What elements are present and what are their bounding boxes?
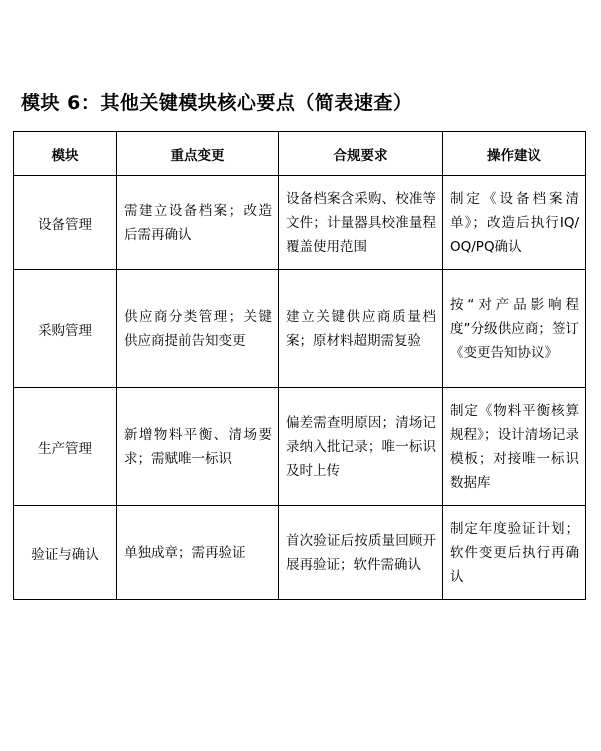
change-cell: 供应商分类管理；关键供应商提前告知变更	[117, 270, 279, 388]
header-change: 重点变更	[117, 132, 279, 176]
module-cell: 验证与确认	[14, 506, 117, 600]
table-row	[14, 388, 586, 506]
table-row	[14, 270, 586, 388]
advice-cell: 按“对产品影响程度”分级供应商；签订《变更告知协议》	[443, 270, 586, 388]
header-compliance: 合规要求	[279, 132, 443, 176]
module-cell: 生产管理	[14, 388, 117, 506]
compliance-cell: 偏差需查明原因；清场记录纳入批记录；唯一标识及时上传	[279, 388, 443, 506]
table-row	[14, 176, 586, 270]
compliance-cell: 设备档案含采购、校准等文件；计量器具校准量程覆盖使用范围	[279, 176, 443, 270]
compliance-cell: 首次验证后按质量回顾开展再验证；软件需确认	[279, 506, 443, 600]
compliance-cell: 建立关键供应商质量档案；原材料超期需复验	[279, 270, 443, 388]
advice-cell: 制定《设备档案清单》；改造后执行IQ/OQ/PQ确认	[443, 176, 586, 270]
table-header-row	[14, 132, 586, 176]
change-cell: 单独成章；需再验证	[117, 506, 279, 600]
change-cell: 需建立设备档案；改造后需再确认	[117, 176, 279, 270]
advice-cell: 制定年度验证计划；软件变更后执行再确认	[443, 506, 586, 600]
change-cell: 新增物料平衡、清场要求；需赋唯一标识	[117, 388, 279, 506]
header-module: 模块	[14, 132, 117, 176]
module-cell: 采购管理	[14, 270, 117, 388]
page-title: 模块 6：其他关键模块核心要点（简表速查）	[21, 92, 413, 114]
table-row	[14, 506, 586, 600]
advice-cell: 制定《物料平衡核算规程》；设计清场记录模板；对接唯一标识数据库	[443, 388, 586, 506]
summary-table	[13, 131, 586, 600]
header-advice: 操作建议	[443, 132, 586, 176]
module-cell: 设备管理	[14, 176, 117, 270]
